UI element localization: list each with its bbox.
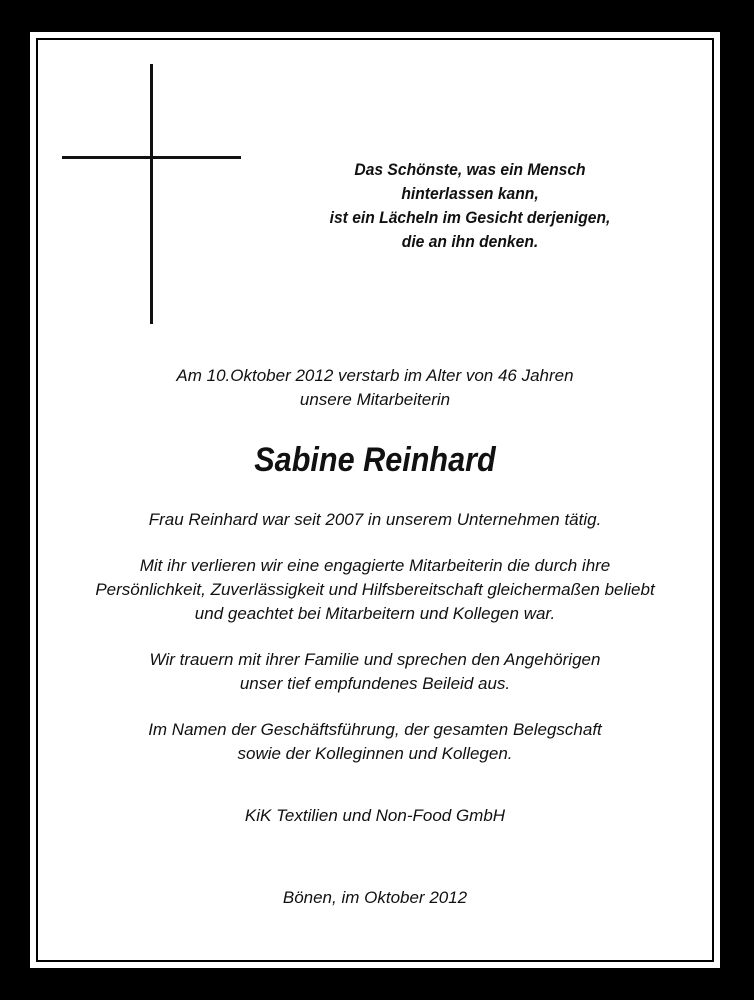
paragraph-line: sowie der Kolleginnen und Kollegen. — [237, 744, 513, 763]
place-and-date: Bönen, im Oktober 2012 — [282, 888, 468, 907]
paragraph-signatories — [30, 718, 720, 766]
quote-line: die an ihn denken. — [401, 232, 539, 251]
paragraph-line: Persönlichkeit, Zuverlässigkeit und Hilfsbereitschaft gleichermaßen beliebt — [95, 580, 655, 599]
announcement-line: Am 10.Oktober 2012 verstarb im Alter von 46 Jahren — [176, 366, 574, 385]
paragraph-employment — [30, 508, 720, 532]
paragraph-line: Im Namen der Geschäftsführung, der gesamten Belegschaft — [148, 720, 602, 739]
announcement-line: unsere Mitarbeiterin — [299, 390, 451, 409]
paragraph-line: Frau Reinhard war seit 2007 in unserem Unternehmen tätig. — [148, 510, 602, 529]
paragraph-line: unser tief empfundenes Beileid aus. — [239, 674, 511, 693]
deceased-name: Sabine Reinhard — [254, 441, 496, 479]
quote-line: hinterlassen kann, — [401, 184, 539, 203]
paragraph-line: Wir trauern mit ihrer Familie und sprechen den Angehörigen — [149, 650, 601, 669]
paragraph-condolence — [30, 648, 720, 696]
quote-line: Das Schönste, was ein Mensch — [354, 160, 586, 179]
paragraph-tribute — [30, 554, 720, 626]
paragraph-line: Mit ihr verlieren wir eine engagierte Mitarbeiterin die durch ihre — [139, 556, 611, 575]
quote-line: ist ein Lächeln im Gesicht derjenigen, — [329, 208, 611, 227]
paragraph-line: und geachtet bei Mitarbeitern und Kollegen war. — [194, 604, 556, 623]
company-name: KiK Textilien und Non-Food GmbH — [244, 806, 506, 825]
notice-card — [30, 32, 720, 968]
memorial-quote — [295, 158, 645, 254]
death-announcement — [30, 364, 720, 412]
